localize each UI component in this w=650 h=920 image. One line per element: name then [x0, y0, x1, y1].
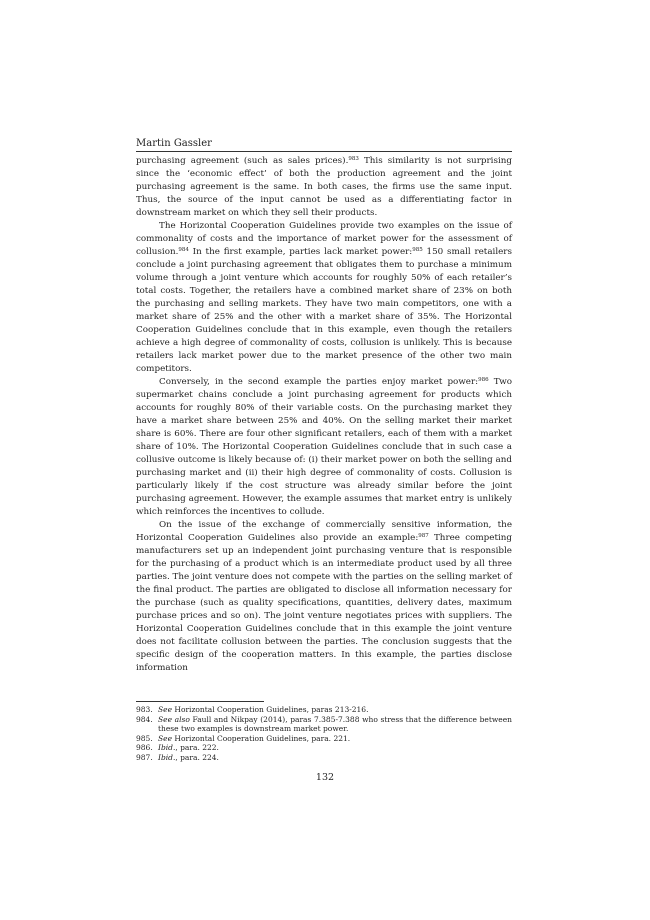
footnote-ref-986[interactable]: 986 [478, 377, 489, 383]
footnote-984: 984. See also Faull and Nikpay (2014), paras 7.385-7.388 who stress that the difference between these two examples is downstream market power. [136, 714, 512, 733]
running-header [136, 137, 512, 152]
paragraph-4: On the issue of the exchange of commercially sensitive information, the Horizontal Cooperation Guidelines also provide an example:$^{987}$ Three competing manufacturers set up an independent joint purchasing venture that is responsible for the purchasing of a product which is an intermediate product used by all three parties. The joint venture does not compete with the parties on the selling market of the final product. The parties are obligated to disclose all information necessary for the purchase (such as quality specifications, quantities, delivery dates, maximum purchase prices and so on). The joint venture negotiates prices with suppliers. The Horizontal Cooperation Guidelines conclude that in this example the joint venture does not facilitate collusion between the parties. The conclusion suggests that the specific design of the cooperation matters. In this example, the parties disclose information [136, 520, 512, 673]
footnote-ref-985[interactable]: 985 [412, 247, 423, 253]
footnote-987: 987. Ibid., para. 224. [136, 752, 219, 762]
paragraph-1: purchasing agreement (such as sales prices).$^{983}$ This similarity is not surprising since the ‘economic effect’ of both the production agreement and the joint purchasing agreement is the same. In both cases, the firms use the same input. Thus, the source of the input cannot be used as a differentiating factor in downstream market on which they sell their products. [136, 156, 512, 218]
footnote-ref-984[interactable]: 984 [178, 247, 189, 253]
paragraph-2: The Horizontal Cooperation Guidelines provide two examples on the issue of commonality of costs and the importance of market power for the assessment of collusion.$^{984}$ In the first example, parties lack market power:$^{985}$ 150 small retailers conclude a joint purchasing agreement that obligates them to purchase a minimum volume through a joint venture which accounts for roughly 50% of each retailer’s total costs. Together, the retailers have a combined market share of 23% on both the purchasing and selling markets. They have two main competitors, one with a market share of 25% and the other with a market share of 35%. The Horizontal Cooperation Guidelines conclude that in this example, even though the retailers achieve a high degree of commonality of costs, collusion is unlikely. This is because retailers lack market power due to the market presence of the other two main competitors. [136, 221, 512, 374]
footnotes [136, 705, 512, 762]
body-text [136, 155, 512, 675]
author-name: Martin Gassler [136, 138, 212, 149]
footnote-ref-983[interactable]: 983 [348, 156, 359, 162]
page-number: 132 [315, 772, 335, 783]
footnote-986: 986. Ibid., para. 222. [136, 743, 219, 752]
paragraph-3: Conversely, in the second example the parties enjoy market power:$^{986}$ Two supermarket chains conclude a joint purchasing agreement for products which accounts for roughly 80% of their variable costs. On the purchasing market they have a market share between 25% and 40%. On the selling market their market share is 60%. There are four other significant retailers, each of them with a market share of 10%. The Horizontal Cooperation Guidelines conclude that in such case a collusive outcome is likely because of: (i) their market power on both the selling and purchasing market and (ii) their high degree of commonality of costs. Collusion is particularly likely if the cost structure was already similar before the joint purchasing agreement. However, the example assumes that market entry is unlikely which reinforces the incentives to collude. [136, 377, 512, 517]
footnote-983: 983. See Horizontal Cooperation Guidelines, paras 213-216. [136, 705, 369, 714]
page-content [136, 137, 512, 762]
footnote-985: 985. See Horizontal Cooperation Guidelines, para. 221. [136, 733, 351, 743]
footnote-ref-987[interactable]: 987 [418, 533, 429, 539]
footnote-divider [136, 701, 264, 702]
